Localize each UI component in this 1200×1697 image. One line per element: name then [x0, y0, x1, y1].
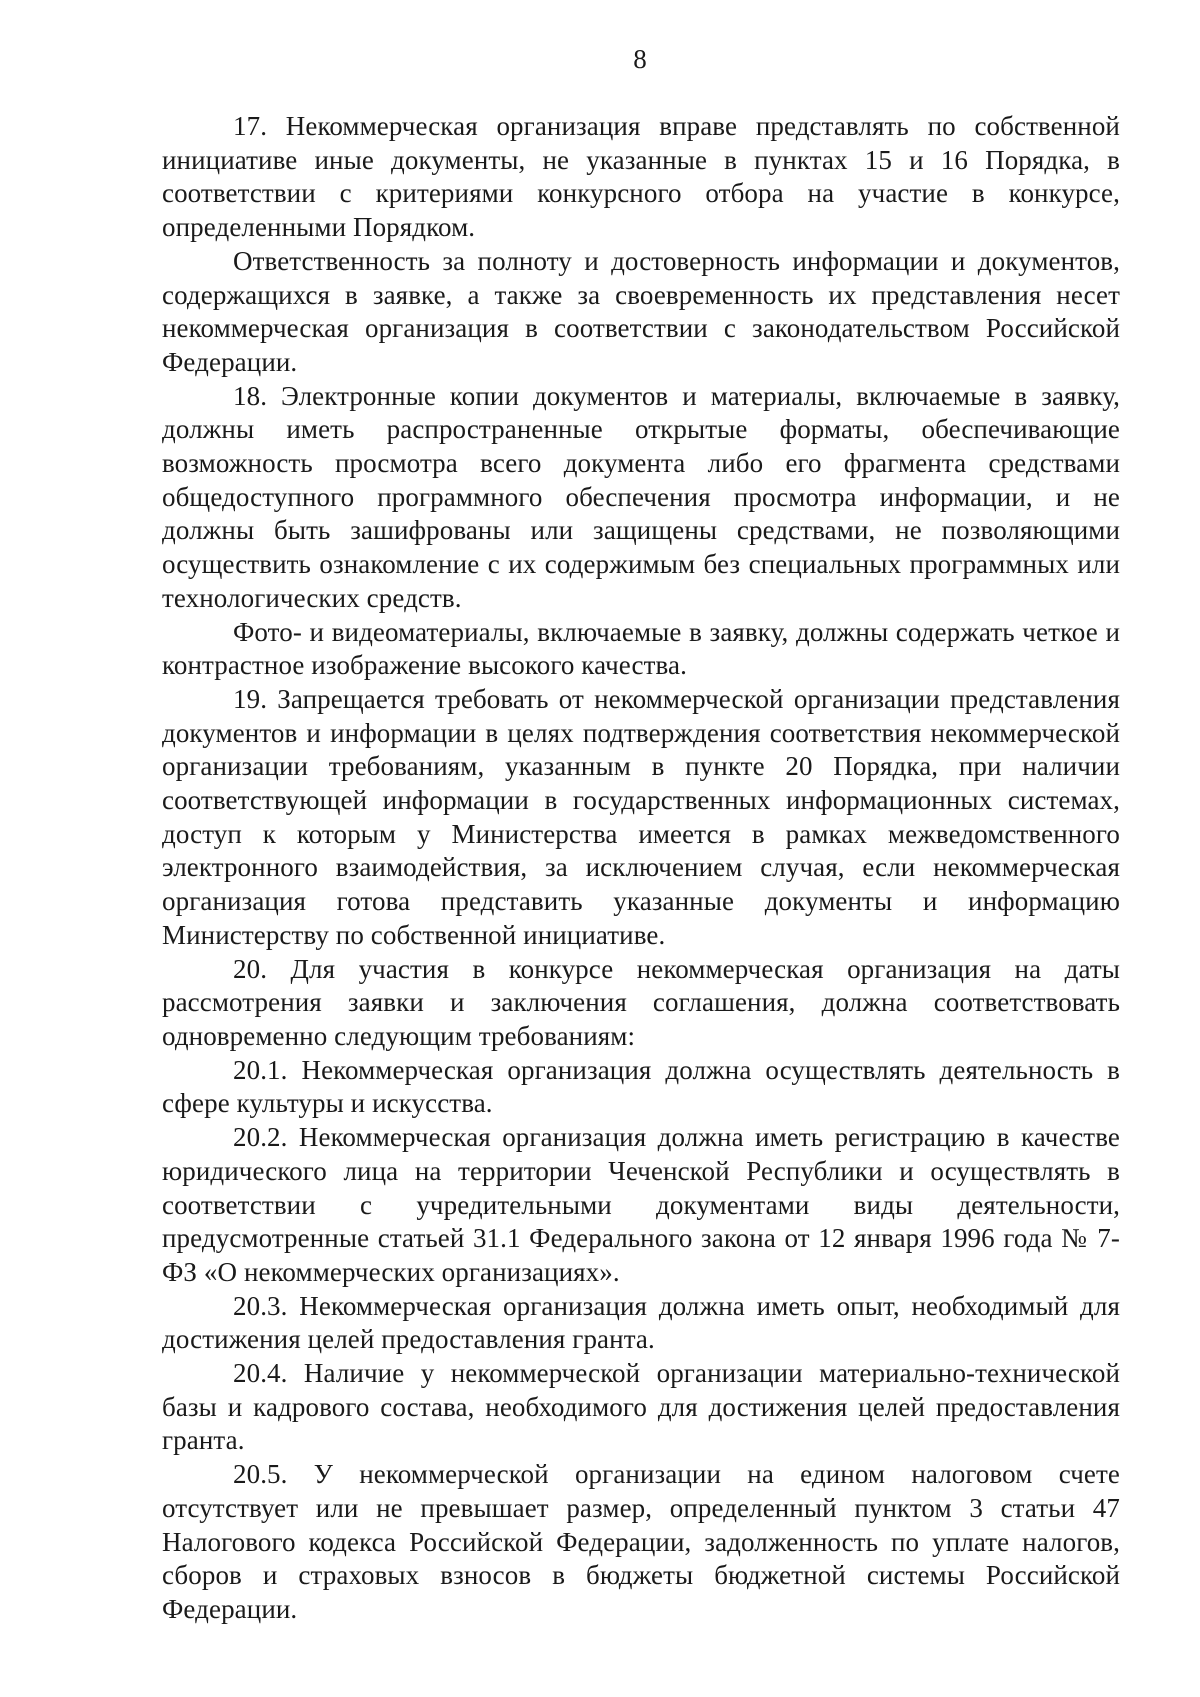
paragraph-17: 17. Некоммерческая организация вправе представлять по собственной инициативе иные документы, не указанные в пунктах 15 и 16 Порядка, в соответствии с критериями конкурсного отбора на участие в конкурсе, определенными Порядком.	[162, 111, 1120, 243]
paragraph-18-media: Фото- и видеоматериалы, включаемые в заявку, должны содержать четкое и контрастное изображение высокого качества.	[162, 616, 1120, 681]
paragraph-18: 18. Электронные копии документов и материалы, включаемые в заявку, должны иметь распространенные открытые форматы, обеспечивающие возможность просмотра всего документа либо его фрагмента средствами общедоступного программного обеспечения просмотра информации, и не должны быть зашифрованы или защищены средствами, не позволяющими осуществить ознакомление с их содержимым без специальных программных или технологических средств.	[162, 380, 1120, 613]
paragraph-20-4: 20.4. Наличие у некоммерческой организации материально-технической базы и кадрового состава, необходимого для достижения целей предоставления гранта.	[162, 1358, 1120, 1456]
document-body	[162, 110, 1120, 1627]
paragraph-20: 20. Для участия в конкурсе некоммерческая организация на даты рассмотрения заявки и заключения соглашения, должна соответствовать одновременно следующим требованиям:	[162, 953, 1120, 1051]
paragraph-20-1: 20.1. Некоммерческая организация должна осуществлять деятельность в сфере культуры и искусства.	[162, 1054, 1120, 1119]
paragraph-20-2: 20.2. Некоммерческая организация должна иметь регистрацию в качестве юридического лица на территории Чеченской Республики и осуществлять в соответствии с учредительными документами виды деятельности, предусмотренные статьей 31.1 Федерального закона от 12 января 1996 года № 7-ФЗ «О некоммерческих организациях».	[162, 1122, 1120, 1287]
paragraph-19: 19. Запрещается требовать от некоммерческой организации представления документов и информации в целях подтверждения соответствия некоммерческой организации требованиям, указанным в пункте 20 Порядка, при наличии соответствующей информации в государственных информационных системах, доступ к которым у Министерства имеется в рамках межведомственного электронного взаимодействия, за исключением случая, если некоммерческая организация готова представить указанные документы и информацию Министерству по собственной инициативе.	[162, 683, 1120, 950]
page-number: 8	[633, 44, 647, 74]
paragraph-20-3: 20.3. Некоммерческая организация должна иметь опыт, необходимый для достижения целей предоставления гранта.	[162, 1290, 1120, 1355]
paragraph-20-5: 20.5. У некоммерческой организации на едином налоговом счете отсутствует или не превышает размер, определенный пунктом 3 статьи 47 Налогового кодекса Российской Федерации, задолженность по уплате налогов, сборов и страховых взносов в бюджеты бюджетной системы Российской Федерации.	[162, 1459, 1120, 1624]
paragraph-17-responsibility: Ответственность за полноту и достоверность информации и документов, содержащихся в заявке, а также за своевременность их представления несет некоммерческая организация в соответствии с законодательством Российской Федерации.	[162, 245, 1120, 377]
